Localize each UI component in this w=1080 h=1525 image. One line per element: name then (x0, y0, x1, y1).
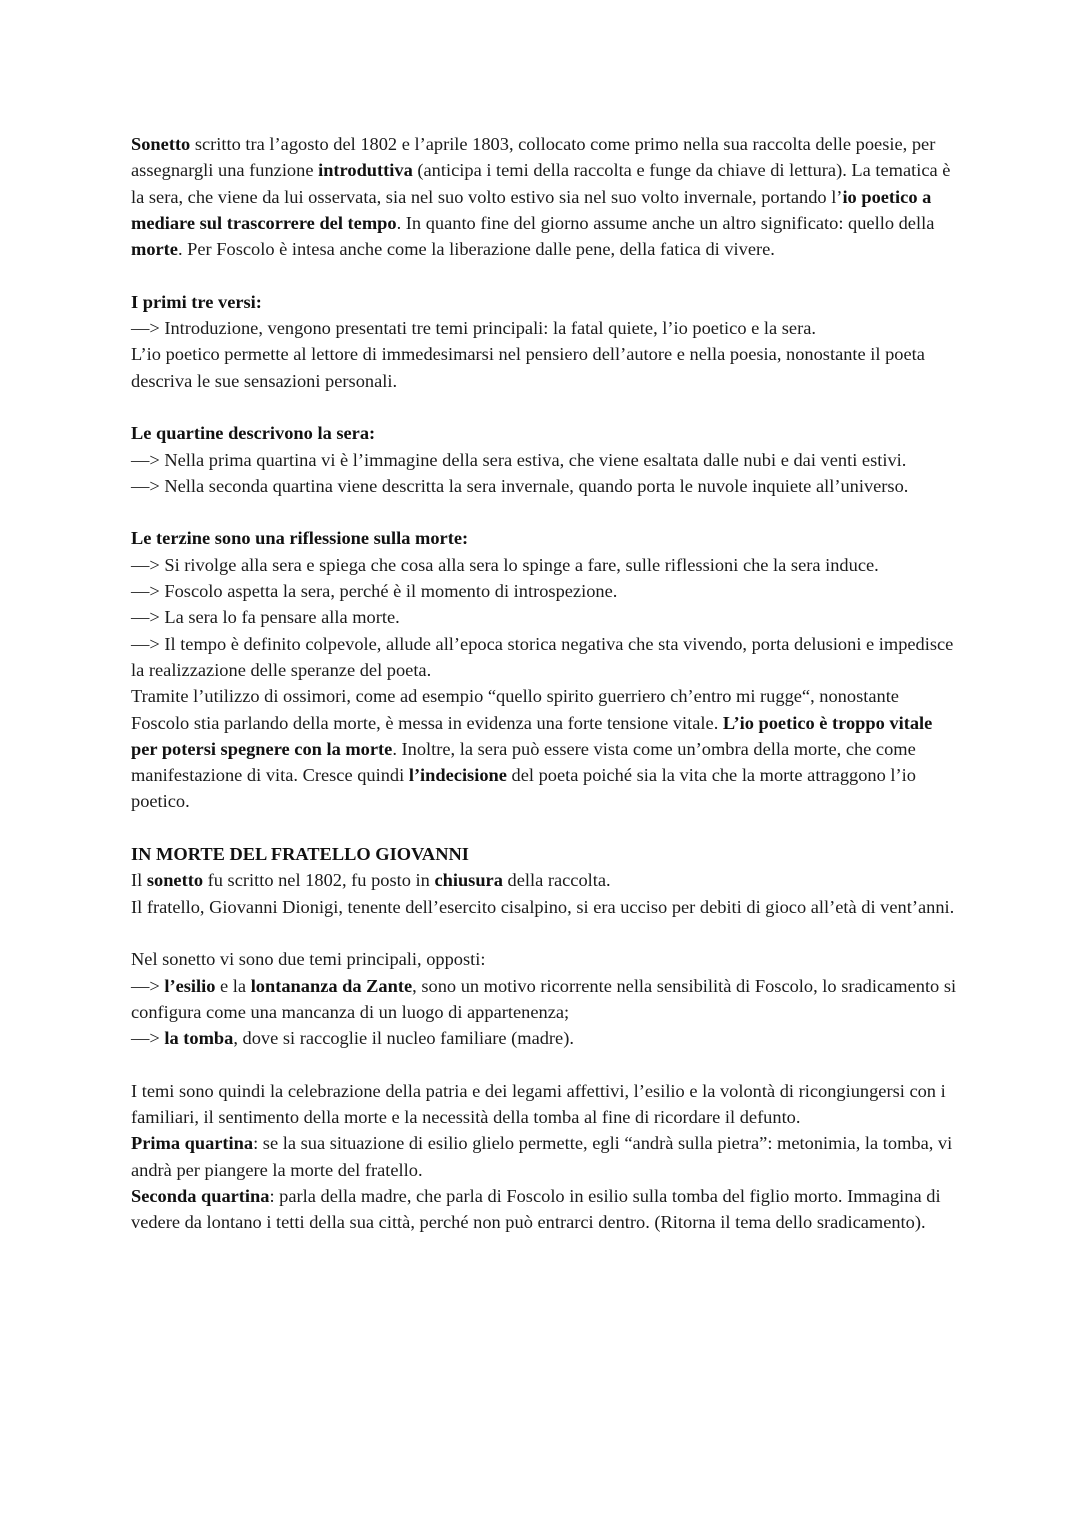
section-heading: Le quartine descrivono la sera: (131, 423, 376, 444)
bullet-line: —> la tomba, dove si raccoglie il nucleo familiare (madre). (131, 1028, 574, 1049)
spacer (131, 815, 961, 841)
paragraph: Il fratello, Giovanni Dionigi, tenente dell’esercito cisalpino, si era ucciso per debiti di gioco all’età di vent’anni. (131, 896, 955, 917)
paragraph: Nel sonetto vi sono due temi principali, opposti: (131, 949, 486, 970)
intro-paragraph: Sonetto scritto tra l’agosto del 1802 e l’aprile 1803, collocato come primo nella sua raccolta delle poesie, per assegnargli una funzione introduttiva (anticipa i temi della raccolta e funge da chiave di lettura). La tematica è la sera, che viene da lui osservata, sia nel suo volto estivo sia nel suo volto invernale, portando l’io poetico a mediare sul trascorrere del tempo. In quanto fine del giorno assume anche un altro significato: quello della morte. Per Foscolo è intesa anche come la liberazione dalle pene, della fatica di vivere. (131, 134, 951, 260)
bullet-line: —> Il tempo è definito colpevole, allude all’epoca storica negativa che sta vivendo, porta delusioni e impedisce la realizzazione delle speranze del poeta. (131, 633, 954, 680)
section-heading: I primi tre versi: (131, 291, 262, 312)
bullet-line: —> Foscolo aspetta la sera, perché è il momento di introspezione. (131, 581, 618, 602)
bullet-line: —> Introduzione, vengono presentati tre temi principali: la fatal quiete, l’io poetico e la sera. (131, 318, 816, 339)
paragraph: Prima quartina: se la sua situazione di esilio glielo permette, egli “andrà sulla pietra”: metonimia, la tomba, vi andrà per piangere la morte del fratello. (131, 1133, 953, 1180)
bullet-line: —> Nella seconda quartina viene descritta la sera invernale, quando porta le nuvole inquiete all’universo. (131, 475, 909, 496)
paragraph: Tramite l’utilizzo di ossimori, come ad esempio “quello spirito guerriero ch’entro mi rugge“, nonostante Foscolo stia parlando della morte, è messa in evidenza una forte tensione vitale. L’io poetico è troppo vitale per potersi spegnere con la morte. Inoltre, la sera può essere vista come un’ombra della morte, che come manifestazione di vita. Cresce quindi l’indecisione del poeta poiché sia la vita che la morte attraggono l’io poetico. (131, 686, 933, 812)
paragraph: Il sonetto fu scritto nel 1802, fu posto in chiusura della raccolta. (131, 870, 611, 891)
section-heading: Le terzine sono una riflessione sulla morte: (131, 528, 469, 549)
bullet-line: —> l’esilio e la lontananza da Zante, sono un motivo ricorrente nella sensibilità di Foscolo, lo sradicamento si configura come una mancanza di un luogo di appartenenza; (131, 975, 957, 1022)
spacer (131, 1051, 961, 1077)
bullet-line: —> La sera lo fa pensare alla morte. (131, 607, 400, 628)
bullet-line: —> Nella prima quartina vi è l’immagine della sera estiva, che viene esaltata dalle nubi e dai venti estivi. (131, 449, 907, 470)
section-heading: IN MORTE DEL FRATELLO GIOVANNI (131, 844, 469, 865)
paragraph: Seconda quartina: parla della madre, che parla di Foscolo in esilio sulla tomba del figlio morto. Immagina di vedere da lontano i tetti della sua città, perché non può entrarci dentro. (Ritorna il tema dello sradicamento). (131, 1185, 941, 1233)
paragraph: L’io poetico permette al lettore di immedesimarsi nel pensiero dell’autore e nella poesia, nonostante il poeta descriva le sue sensazioni personali. (131, 344, 925, 391)
document-page (131, 131, 961, 1235)
bullet-line: —> Si rivolge alla sera e spiega che cosa alla sera lo spinge a fare, sulle riflessioni che la sera induce. (131, 554, 879, 575)
spacer (131, 920, 961, 946)
spacer (131, 262, 961, 288)
spacer (131, 499, 961, 525)
paragraph: I temi sono quindi la celebrazione della patria e dei legami affettivi, l’esilio e la volontà di ricongiungersi con i familiari, il sentimento della morte e la necessità della tomba al fine di ricordare il defunto. (131, 1080, 946, 1127)
spacer (131, 394, 961, 420)
